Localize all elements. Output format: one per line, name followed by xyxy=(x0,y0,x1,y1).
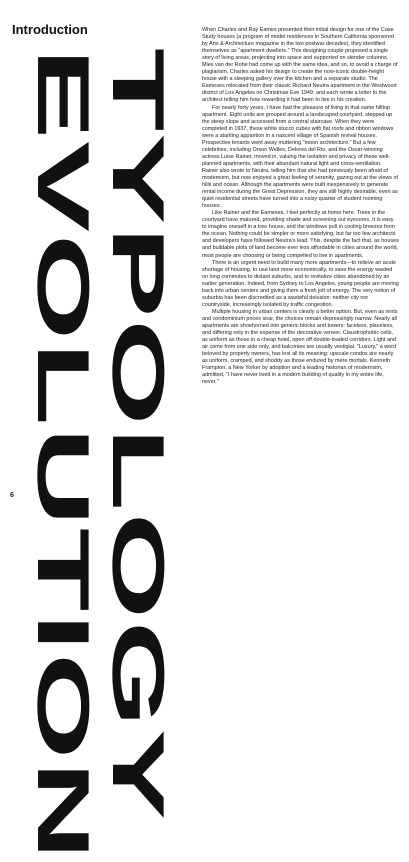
paragraph: There is an urgent need to build many more apartments—to relieve an acute shortage of housing, to use land more economically, to save the energy wasted on long commutes to distant suburbs, and to revitalize cities abandoned by an earlier generation. Indeed, from Sydney to Los Angeles, young people are moving back into urban centers and giving them a fresh jolt of energy. The very notion of suburbia has been discredited as a wasteful delusion: neither city nor countryside, increasingly isolated by traffic congestion. xyxy=(202,259,399,308)
section-title: Introduction xyxy=(12,22,88,37)
paragraph: Multiple housing in urban centers is clearly a better option. But, even as rents and condominium prices soar, the choices remain depressingly narrow. Nearly all apartments are shoehorned into generic blocks and towers: faceless, placeless, and differing only in the expense of the decorative veneer. Claustrophobic cells, as uniform as those in a cheap hotel, open off double-loaded corridors. Light and air come from one side only, and balconies are usually vestigial. "Luxury," a word beloved by property owners, has lost all its meaning: upscale condos are nearly as uniform, cramped, and shoddy as those endured by mere mortals. Kenneth Frampton, a New Yorker by adoption and a leading historian of modernism, admitted, "I have never lived in a modern building of quality in my entire life, never." xyxy=(202,308,398,386)
page-number: 6 xyxy=(10,492,14,499)
body-text-column xyxy=(202,27,399,505)
paragraph: When Charles and Ray Eames presented their initial design for one of the Case Study houses (a program of model residences in Southern California sponsored by Arts & Architecture magazine in the two postwar decades), they identified themselves as "apartment dwellers." This designing couple proposed a single story of living areas, projecting into space and supported on slender columns. Mies van der Rohe had come up with the same idea, and so, to avoid a charge of plagiarism, Charles asked his design to create the now-iconic double-height house with a sleeping gallery over the kitchen and a separate studio. The Eameses relocated from their classic Richard Neutra apartment in the Westwood district of Los Angeles on Christmas Eve 1949, and each wrote a letter to the architect telling him how rewarding it had been to live in his creation. xyxy=(202,27,398,104)
paragraph: For nearly forty years, I have had the pleasure of living in that same hilltop apartment. Eight units are grouped around a landscaped courtyard, stepped up the steep slope and accessed from a central staircase. When they were completed in 1937, these white stucco cubes with flat roofs and ribbon windows were a startling apparition in a nascent village of Spanish revival houses. Prospective tenants went away muttering "moon architecture." But a few celebrities, including Orson Welles, Delores del Rio, and the Oscar-winning actress Luise Rainer, moved in, valuing the isolation and privacy of these well-planned apartments, with their abundant natural light and cross-ventilation. Rainer also wrote to Neutra, telling him that she had previously been afraid of modernism, but now enjoyed a great feeling of serenity, gazing out at the views of hills and ocean. Although the apartments were built inexpensively to generate rental income during the Great Depression, they are still highly desirable, even as quiet residential streets have turned into a noisy quarter of student rooming houses. xyxy=(202,104,399,210)
vertical-title-typology: TYPOLOGY xyxy=(97,48,180,823)
paragraph: Like Rainer and the Eameses, I feel perfectly at home here. Trees in the courtyard have matured, providing shade and screening out eyesores. It is easy to imagine oneself in a tree house, and the windows pull in cooling breezes from the ocean. Nothing could be simpler or more satisfying, but far too few architects and developers have followed Neutra's lead. This, despite the fact that, as houses and buildable plots of land become ever less affordable in cities around the world, most people are choosing or being compelled to live in apartments. xyxy=(202,210,399,259)
vertical-title-evolution: EVOLUTION xyxy=(22,48,105,862)
